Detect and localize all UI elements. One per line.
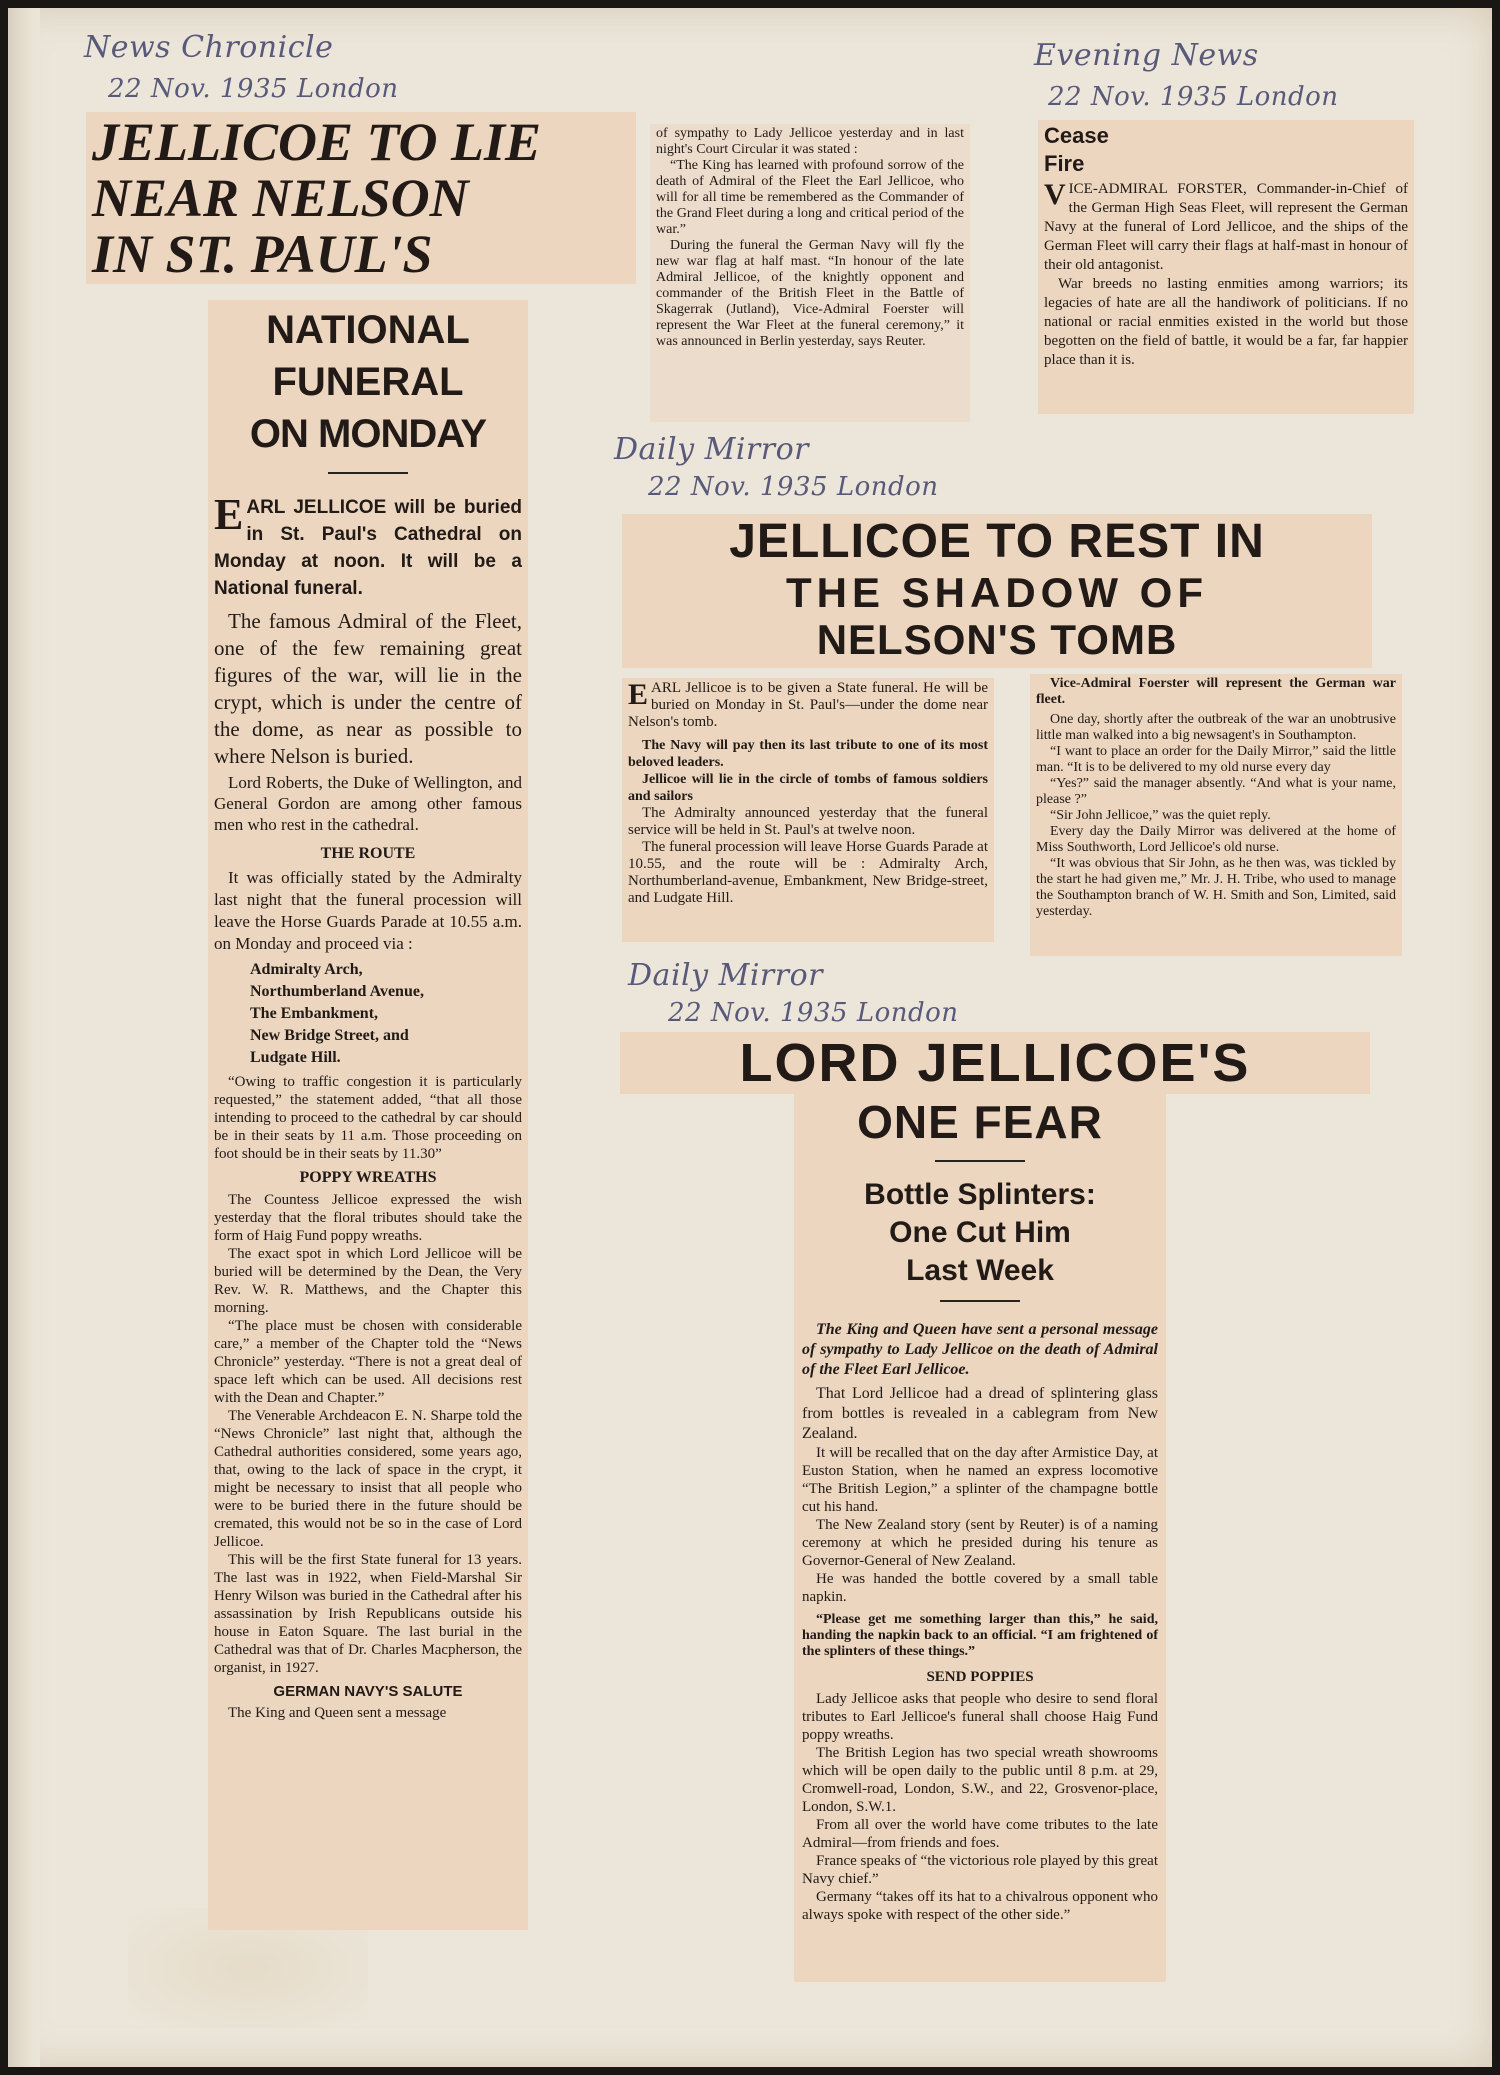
article-body bbox=[802, 1320, 1158, 1924]
paragraph: “Yes?” said the manager absently. “And what is your name, please ?” bbox=[1036, 776, 1396, 807]
paragraph: “It was obvious that Sir John, as he then was, was tickled by the start he had given me,” Mr. J. H. Tribe, who used to manage the Southampton branch of W. H. Smith and Son, Limited, said yesterday. bbox=[1036, 856, 1396, 919]
article-body bbox=[1036, 676, 1396, 920]
paragraph: The Admiralty announced yesterday that the funeral service will be held in St. Paul's at twelve noon. bbox=[628, 805, 988, 838]
headline-line: NELSON'S TOMB bbox=[816, 616, 1178, 663]
divider-rule bbox=[328, 472, 408, 474]
note-news-chronicle-source: News Chronicle bbox=[84, 30, 334, 65]
paragraph: Every day the Daily Mirror was delivered at the home of Miss Southworth, Lord Jellicoe's old nurse. bbox=[1036, 824, 1396, 855]
paragraph-text: ICE-ADMIRAL FORSTER, Commander-in-Chief of the German High Seas Fleet, will represent the German Navy at the funeral of Lord Jellicoe, and the ships of the German Fleet will carry their flags at half-mast in honour of their old antagonist. bbox=[1044, 181, 1408, 273]
paragraph: “I want to place an order for the Daily Mirror,” said the little man. “It is to be delivered to my old nurse every day bbox=[1036, 744, 1396, 775]
paragraph: The King and Queen have sent a personal message of sympathy to Lady Jellicoe on the death of Admiral of the Fleet Earl Jellicoe. bbox=[802, 1321, 1158, 1378]
paragraph: The exact spot in which Lord Jellicoe will be buried will be determined by the Dean, the Very Rev. W. R. Matthews, and the Chapter this morning. bbox=[214, 1246, 522, 1316]
paragraph bbox=[1044, 180, 1408, 275]
paragraph: Germany “takes off its hat to a chivalrous opponent who always spoke with respect of the other side.” bbox=[802, 1889, 1158, 1923]
paragraph: “The place must be chosen with considerable care,” a member of the Chapter told the “News Chronicle” yesterday. “There is not a great deal of space left which can be used. All decisions rest with the Dean and Chapter.” bbox=[214, 1318, 522, 1406]
section-heading: GERMAN NAVY'S SALUTE bbox=[273, 1683, 463, 1700]
subheadline-line: Bottle Splinters: bbox=[864, 1178, 1096, 1211]
headline-line: IN ST. PAUL'S bbox=[92, 224, 433, 284]
news-chronicle-column bbox=[208, 300, 528, 1930]
article-body bbox=[1044, 180, 1408, 370]
paragraph: It will be recalled that on the day after Armistice Day, at Euston Station, when he named an express locomotive “The British Legion,” a splinter of the champagne bottle cut his hand. bbox=[802, 1445, 1158, 1515]
headline-line: JELLICOE TO REST IN bbox=[729, 515, 1265, 568]
mirror-rest-left-column bbox=[622, 678, 994, 942]
note-daily-mirror-1-date: 22 Nov. 1935 London bbox=[648, 472, 939, 502]
paragraph: Vice-Admiral Foerster will represent the German war fleet. bbox=[1036, 676, 1396, 707]
paragraph: One day, shortly after the outbreak of the war an unobtrusive little man walked into a big newsagent's in Southampton. bbox=[1036, 712, 1396, 743]
paragraph: The funeral procession will leave Horse Guards Parade at 10.55, and the route will be : Admiralty Arch, Northumberland-avenue, Embankment, New Bridge-street, and Ludgate Hill. bbox=[628, 839, 988, 906]
divider-rule bbox=[935, 1160, 1025, 1162]
section-heading: SEND POPPIES bbox=[926, 1669, 1034, 1685]
paragraph-text: ARL Jellicoe is to be given a State funeral. He will be buried on Monday in St. Paul's—under the dome near Nelson's tomb. bbox=[628, 680, 988, 730]
note-news-chronicle-date: 22 Nov. 1935 London bbox=[108, 74, 399, 104]
paragraph: It was officially stated by the Admiralty last night that the funeral procession will leave the Horse Guards Parade at 10.55 a.m. on Monday and proceed via : bbox=[214, 868, 522, 953]
headline-line: Cease bbox=[1044, 123, 1109, 148]
subheadline-line: ON MONDAY bbox=[249, 412, 487, 456]
paragraph: “Sir John Jellicoe,” was the quiet reply. bbox=[1050, 808, 1271, 823]
lead-paragraph: ARL JELLICOE will be buried in St. Paul's Cathedral on Monday at noon. It will be a National funeral. bbox=[214, 497, 522, 599]
note-evening-news-date: 22 Nov. 1935 London bbox=[1048, 82, 1339, 112]
paragraph: France speaks of “the victorious role played by this great Navy chief.” bbox=[802, 1853, 1158, 1887]
paragraph: War breeds no lasting enmities among warriors; its legacies of hate are all the handiwork of politicians. If no national or racial enmities existed in the world but those begotten on the field of battle, it would be a far, far happier place than it is. bbox=[1044, 276, 1408, 368]
subheadline-line: FUNERAL bbox=[272, 360, 464, 404]
evening-news-clipping bbox=[1038, 120, 1414, 414]
paragraph: “Owing to traffic congestion it is particularly requested,” the statement added, “that all those intending to proceed to the cathedral by car should be in their seats by 11 a.m. Those proceeding on foot should be in their seats by 11.30” bbox=[214, 1074, 522, 1162]
subheadline-line: Last Week bbox=[906, 1254, 1054, 1287]
news-chronicle-headline bbox=[86, 112, 636, 284]
mirror-rest-right-column bbox=[1030, 674, 1402, 956]
paragraph: Lady Jellicoe asks that people who desire to send floral tributes to Earl Jellicoe's funeral shall choose Haig Fund poppy wreaths. bbox=[802, 1691, 1158, 1743]
note-daily-mirror-1-source: Daily Mirror bbox=[614, 432, 810, 467]
divider-rule bbox=[940, 1300, 1020, 1302]
binding-strip bbox=[8, 8, 40, 2067]
paragraph bbox=[628, 680, 988, 731]
paragraph: “Please get me something larger than this,” he said, handing the napkin back to an official. “I am frightened of the splinters of these things.” bbox=[802, 1612, 1158, 1659]
section-heading: THE ROUTE bbox=[320, 845, 416, 862]
subheadline-line: One Cut Him bbox=[889, 1216, 1071, 1249]
article-body bbox=[628, 680, 988, 907]
article-body bbox=[214, 490, 522, 1722]
drop-cap: E bbox=[628, 678, 649, 711]
paragraph: That Lord Jellicoe had a dread of splintering glass from bottles is revealed in a cablegram from New Zealand. bbox=[802, 1385, 1158, 1442]
headline-line: ONE FEAR bbox=[857, 1096, 1103, 1148]
news-chronicle-continuation bbox=[650, 124, 970, 422]
paragraph: “The King has learned with profound sorrow of the death of Admiral of the Fleet the Earl Jellicoe, who will for all time be remembered as the Commander of the Grand Fleet during a long and critical period of the war.” bbox=[656, 158, 964, 237]
headline-line: LORD JELLICOE'S bbox=[739, 1033, 1251, 1093]
paragraph: The King and Queen sent a message bbox=[228, 1705, 447, 1721]
mirror-rest-headline bbox=[622, 514, 1372, 668]
headline-line: JELLICOE TO LIE bbox=[92, 112, 542, 172]
route-item: Northumberland Avenue, bbox=[250, 983, 424, 1000]
paragraph: The British Legion has two special wreath showrooms which will be open daily to the public until 8 p.m. at 29, Cromwell-road, London, S.W., and 22, Grosvenor-place, London, S.W.1. bbox=[802, 1745, 1158, 1815]
drop-cap: V bbox=[1044, 178, 1066, 211]
mirror-fear-headline bbox=[620, 1032, 1370, 1094]
paragraph: Jellicoe will lie in the circle of tombs of famous soldiers and sailors bbox=[628, 772, 988, 804]
section-heading: POPPY WREATHS bbox=[299, 1169, 437, 1186]
note-evening-news-source: Evening News bbox=[1034, 38, 1259, 73]
paragraph: From all over the world have come tributes to the late Admiral—from friends and foes. bbox=[802, 1817, 1158, 1851]
subheadline-line: NATIONAL bbox=[266, 308, 470, 352]
paragraph: The famous Admiral of the Fleet, one of the few remaining great figures of the war, will lie in the crypt, which is under the centre of the dome, as near as possible to where Nelson is buried. bbox=[214, 609, 522, 768]
headline-line: NEAR NELSON bbox=[92, 168, 469, 229]
mirror-fear-column bbox=[794, 1094, 1166, 1982]
paragraph: of sympathy to Lady Jellicoe yesterday and in last night's Court Circular it was stated : bbox=[656, 126, 964, 157]
headline-line: THE SHADOW OF bbox=[786, 569, 1208, 616]
paragraph: Lord Roberts, the Duke of Wellington, and General Gordon are among other famous men who rest in the cathedral. bbox=[214, 773, 522, 834]
paragraph: The Venerable Archdeacon E. N. Sharpe told the “News Chronicle” last night that, although the Cathedral authorities considered, some years ago, that, owing to the lack of space in the crypt, it might be necessary to insist that all people who were to be buried there in the future should be cremated, this would not be so in the case of Lord Jellicoe. bbox=[214, 1408, 522, 1550]
paragraph: The Navy will pay then its last tribute to one of its most beloved leaders. bbox=[628, 738, 988, 770]
route-item: Admiralty Arch, bbox=[250, 961, 363, 978]
headline-line: Fire bbox=[1044, 151, 1085, 176]
paragraph: The New Zealand story (sent by Reuter) is of a naming ceremony at which he presided during his tenure as Governor-General of New Zealand. bbox=[802, 1517, 1158, 1569]
paragraph: He was handed the bottle covered by a small table napkin. bbox=[802, 1571, 1158, 1605]
article-body bbox=[656, 126, 964, 350]
note-daily-mirror-2-source: Daily Mirror bbox=[628, 958, 824, 993]
paragraph: The Countess Jellicoe expressed the wish yesterday that the floral tributes should take the form of Haig Fund poppy wreaths. bbox=[214, 1192, 522, 1244]
note-daily-mirror-2-date: 22 Nov. 1935 London bbox=[668, 998, 959, 1028]
route-item: The Embankment, bbox=[250, 1005, 379, 1022]
paragraph: This will be the first State funeral for 13 years. The last was in 1922, when Field-Marshal Sir Henry Wilson was buried in the Cathedral after his assassination by Irish Republicans outside his house in Eaton Square. The last burial in the Cathedral was that of Dr. Charles Macpherson, the organist, in 1927. bbox=[214, 1552, 522, 1676]
route-list bbox=[214, 959, 522, 1069]
route-item: Ludgate Hill. bbox=[250, 1049, 341, 1066]
route-item: New Bridge Street, and bbox=[250, 1027, 409, 1044]
scrapbook-page bbox=[8, 8, 1492, 2067]
drop-cap: E bbox=[214, 490, 244, 539]
paragraph: During the funeral the German Navy will fly the new war flag at half mast. “In honour of the late Admiral Jellicoe, of the knightly opponent and commander of the British Fleet in the Battle of Skagerrak (Jutland), Vice-Admiral Foerster will represent the War Fleet at the funeral ceremony,” it was announced in Berlin yesterday, says Reuter. bbox=[656, 238, 964, 349]
